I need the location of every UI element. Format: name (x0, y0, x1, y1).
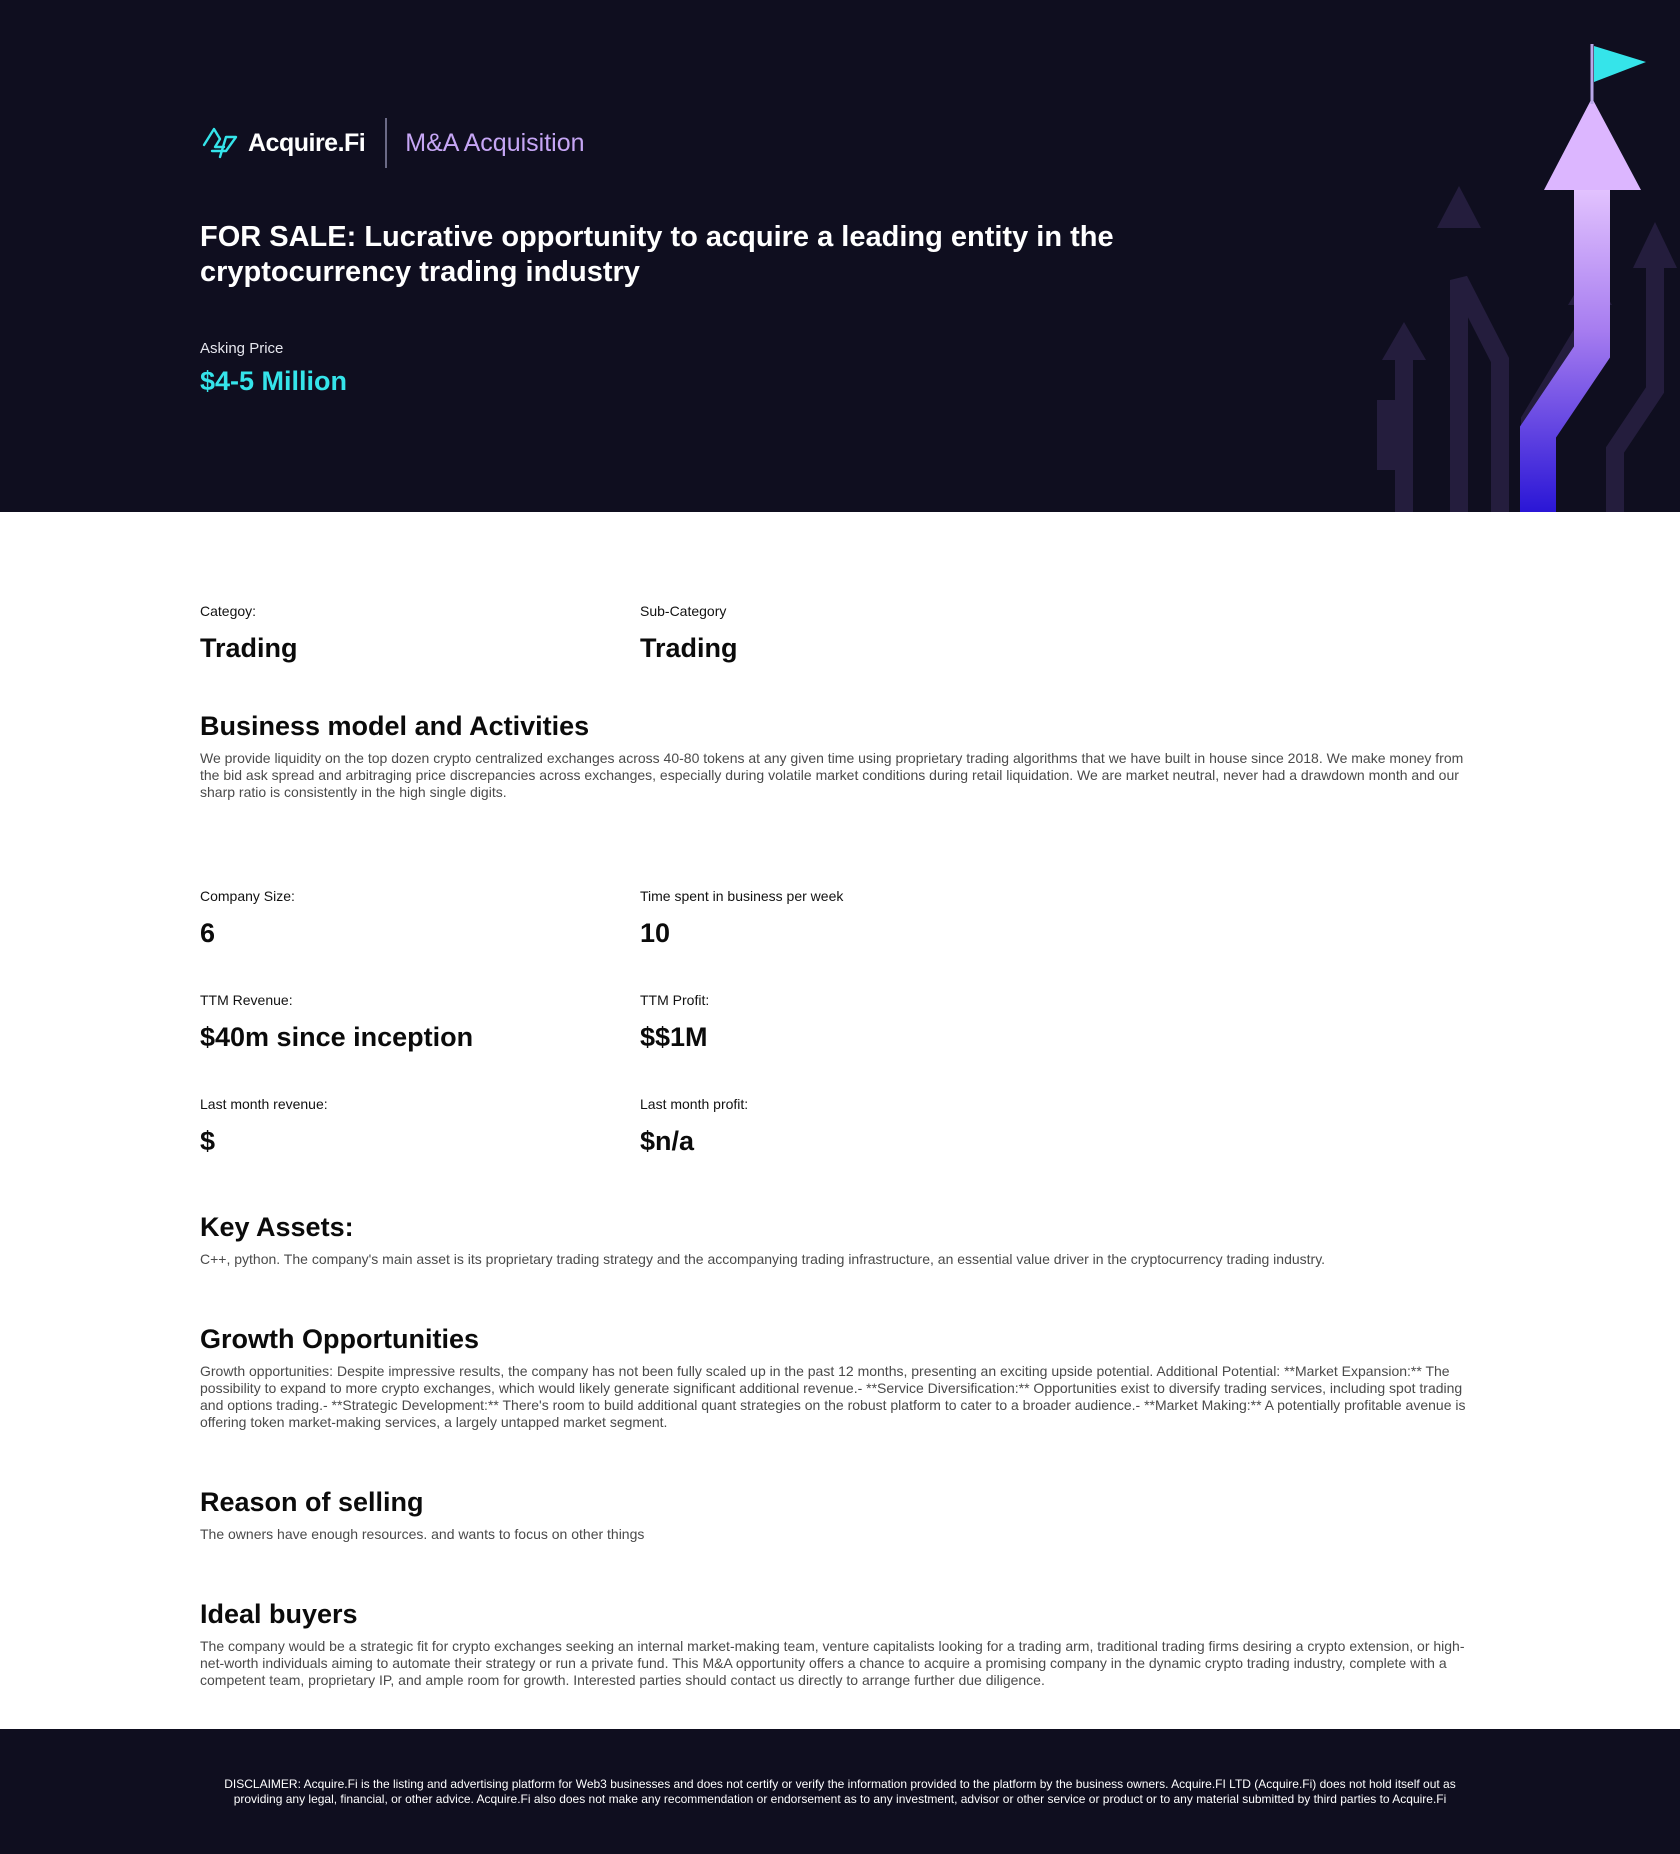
brand-name: Acquire.Fi (248, 128, 366, 157)
size-row (200, 887, 1480, 949)
growth-section (200, 1323, 1480, 1431)
last-month-revenue-field (200, 1095, 640, 1157)
ttm-profit-value: $$1M (640, 1022, 708, 1052)
company-size-field (200, 887, 640, 949)
category-field (200, 602, 640, 664)
key-assets-text: C++, python. The company's main asset is its proprietary trading strategy and the accompanying trading infrastructure, an essential value driver in the cryptocurrency trading industry. (200, 1251, 1326, 1267)
business-model-section (200, 710, 1480, 801)
business-model-text: We provide liquidity on the top dozen crypto centralized exchanges across 40-80 tokens at any given time using proprietary trading algorithms that we have built in house since 2018. We make money from the bid ask spread and arbitraging price discrepancies across exchanges, especially during volatile market conditions during retail liquidation. We are market neutral, never had a drawdown month and our sharp ratio is consistently in the high single digits. (200, 750, 1464, 800)
subcategory-label: Sub-Category (640, 603, 727, 619)
category-row (200, 602, 1480, 664)
flag-icon (1594, 46, 1646, 82)
reason-heading: Reason of selling (200, 1487, 424, 1517)
brand-divider (385, 118, 387, 168)
brand-tagline: M&A Acquisition (405, 128, 585, 157)
last-month-profit-field (640, 1095, 1080, 1157)
hero-content (200, 118, 1160, 397)
key-assets-section (200, 1211, 1480, 1268)
asking-price-label: Asking Price (200, 340, 284, 357)
last-month-row (200, 1095, 1480, 1157)
time-spent-label: Time spent in business per week (640, 888, 844, 904)
reason-section (200, 1486, 1480, 1543)
last-month-revenue-value: $ (200, 1126, 216, 1156)
ttm-revenue-field (200, 991, 640, 1053)
business-model-heading: Business model and Activities (200, 711, 590, 741)
growth-arrow-illustration (1360, 0, 1680, 512)
ttm-revenue-value: $40m since inception (200, 1022, 474, 1052)
growth-heading: Growth Opportunities (200, 1324, 479, 1354)
ideal-buyers-section (200, 1598, 1480, 1689)
acquire-fi-logo-icon (200, 123, 240, 163)
subcategory-value: Trading (640, 633, 738, 663)
category-value: Trading (200, 633, 298, 663)
last-month-revenue-label: Last month revenue: (200, 1096, 328, 1112)
last-month-profit-label: Last month profit: (640, 1096, 749, 1112)
category-label: Categoy: (200, 603, 257, 619)
time-spent-value: 10 (640, 918, 671, 948)
brand-bar (200, 118, 1160, 168)
arrow-head (1544, 98, 1641, 190)
hero-banner (0, 0, 1680, 512)
company-size-label: Company Size: (200, 888, 295, 904)
ttm-profit-field (640, 991, 1080, 1053)
brand-logo[interactable] (200, 123, 365, 163)
asking-price-value: $4-5 Million (200, 366, 348, 396)
last-month-profit-value: $n/a (640, 1126, 695, 1156)
listing-details (0, 512, 1680, 1729)
growth-text: Growth opportunities: Despite impressive results, the company has not been fully scaled up in the past 12 months, presenting an exciting upside potential. Additional Potential: **Market Expansion:** The possibility to expand to more crypto exchanges, which would likely generate significant additional revenue.- **Service Diversification:** Opportunities exist to diversify trading services, including spot trading and options trading.- **Strategic Development:** There's room to build additional quant strategies on the robust platform to cater to a broader audience.- **Market Making:** A potentially profitable avenue is offering token market-making services, a largely untapped market segment. (200, 1363, 1466, 1430)
footer (0, 1729, 1680, 1854)
company-size-value: 6 (200, 918, 216, 948)
listing-title: FOR SALE: Lucrative opportunity to acquire a leading entity in the cryptocurrency trading industry (200, 221, 1114, 288)
ttm-row (200, 991, 1480, 1053)
subcategory-field (640, 602, 1080, 664)
key-assets-heading: Key Assets: (200, 1212, 354, 1242)
time-spent-field (640, 887, 1080, 949)
reason-text: The owners have enough resources. and wants to focus on other things (200, 1526, 645, 1542)
ttm-revenue-label: TTM Revenue: (200, 992, 293, 1008)
ttm-profit-label: TTM Profit: (640, 992, 710, 1008)
ideal-buyers-heading: Ideal buyers (200, 1599, 358, 1629)
ideal-buyers-text: The company would be a strategic fit for crypto exchanges seeking an internal market-making team, venture capitalists looking for a trading arm, traditional trading firms desiring a crypto extension, or high-net-worth individuals aiming to automate their strategy or run a private fund. This M&A opportunity offers a chance to acquire a promising company in the dynamic crypto trading industry, complete with a competent team, proprietary IP, and ample room for growth. Interested parties should contact us directly to arrange further due diligence. (200, 1638, 1465, 1688)
disclaimer-text: DISCLAIMER: Acquire.Fi is the listing and advertising platform for Web3 businesses and does not certify or verify the information provided to the platform by the business owners. Acquire.FI LTD (Acquire.Fi) does not hold itself out as providing any legal, financial, or other advice. Acquire.Fi also does not make any recommendation or endorsement as to any investment, advisor or other service or product or to any material submitted by third parties to Acquire.Fi (224, 1776, 1456, 1806)
